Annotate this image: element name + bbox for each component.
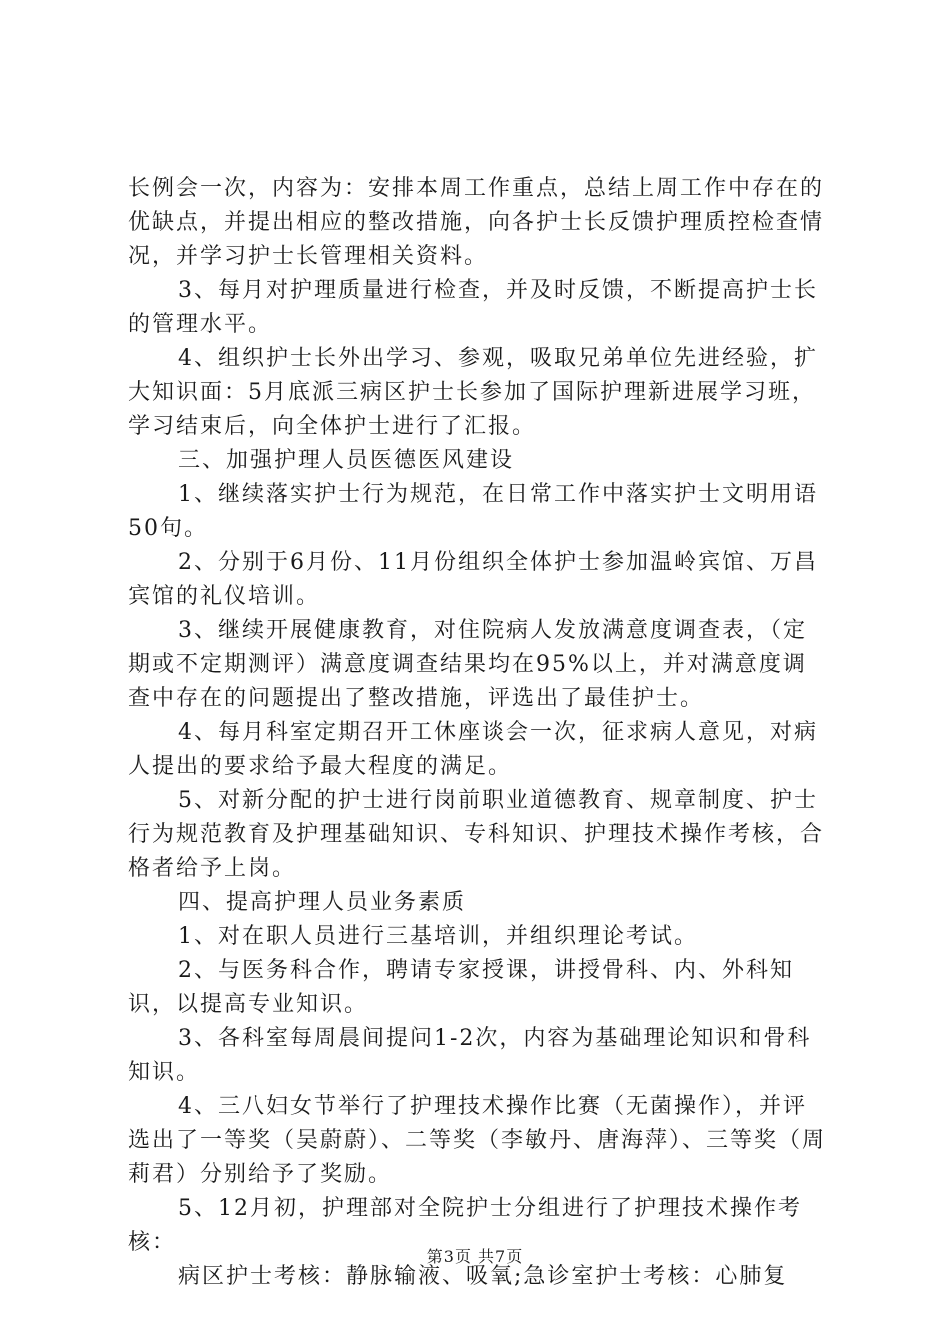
paragraph: 5、对新分配的护士进行岗前职业道德教育、规章制度、护士行为规范教育及护理基础知识、专科知识、护理技术操作考核，合格者给予上岗。 xyxy=(128,788,825,881)
paragraph: 3、各科室每周晨间提问1-2次，内容为基础理论知识和骨科知识。 xyxy=(128,1026,812,1085)
section-heading: 四、提高护理人员业务素质 xyxy=(178,890,467,915)
paragraph: 3、每月对护理质量进行检查，并及时反馈，不断提高护士长的管理水平。 xyxy=(128,278,818,337)
page-number-footer: 第3页 共7页 xyxy=(426,1247,524,1266)
paragraph: 1、继续落实护士行为规范，在日常工作中落实护士文明用语50句。 xyxy=(128,482,818,541)
section-heading: 三、加强护理人员医德医风建设 xyxy=(178,448,515,473)
paragraph: 4、三八妇女节举行了护理技术操作比赛（无菌操作），并评选出了一等奖（吴蔚蔚）、二等奖（李敏丹、唐海萍）、三等奖（周莉君）分别给予了奖励。 xyxy=(128,1094,827,1187)
paragraph: 1、对在职人员进行三基培训，并组织理论考试。 xyxy=(178,924,698,949)
paragraph: 4、每月科室定期召开工休座谈会一次，征求病人意见，对病人提出的要求给予最大程度的满足。 xyxy=(128,720,818,779)
paragraph: 3、继续开展健康教育，对住院病人发放满意度调查表，（定期或不定期测评）满意度调查结果均在95%以上，并对满意度调查中存在的问题提出了整改措施，评选出了最佳护士。 xyxy=(128,618,807,711)
document-body xyxy=(128,172,828,1294)
paragraph: 病区护士考核：静脉输液、吸氧;急诊室护士考核：心肺复 xyxy=(178,1264,788,1289)
paragraph: 2、与医务科合作，聘请专家授课，讲授骨科、内、外科知识，以提高专业知识。 xyxy=(128,958,794,1017)
paragraph: 4、组织护士长外出学习、参观，吸取兄弟单位先进经验，扩大知识面：5月底派三病区护士长参加了国际护理新进展学习班，学习结束后，向全体护士进行了汇报。 xyxy=(128,346,818,439)
paragraph: 5、12月初，护理部对全院护士分组进行了护理技术操作考核： xyxy=(128,1196,802,1255)
paragraph: 2、分别于6月份、11月份组织全体护士参加温岭宾馆、万昌宾馆的礼仪培训。 xyxy=(128,550,818,609)
paragraph: 长例会一次，内容为：安排本周工作重点，总结上周工作中存在的优缺点，并提出相应的整改措施，向各护士长反馈护理质控检查情况，并学习护士长管理相关资料。 xyxy=(128,176,825,269)
